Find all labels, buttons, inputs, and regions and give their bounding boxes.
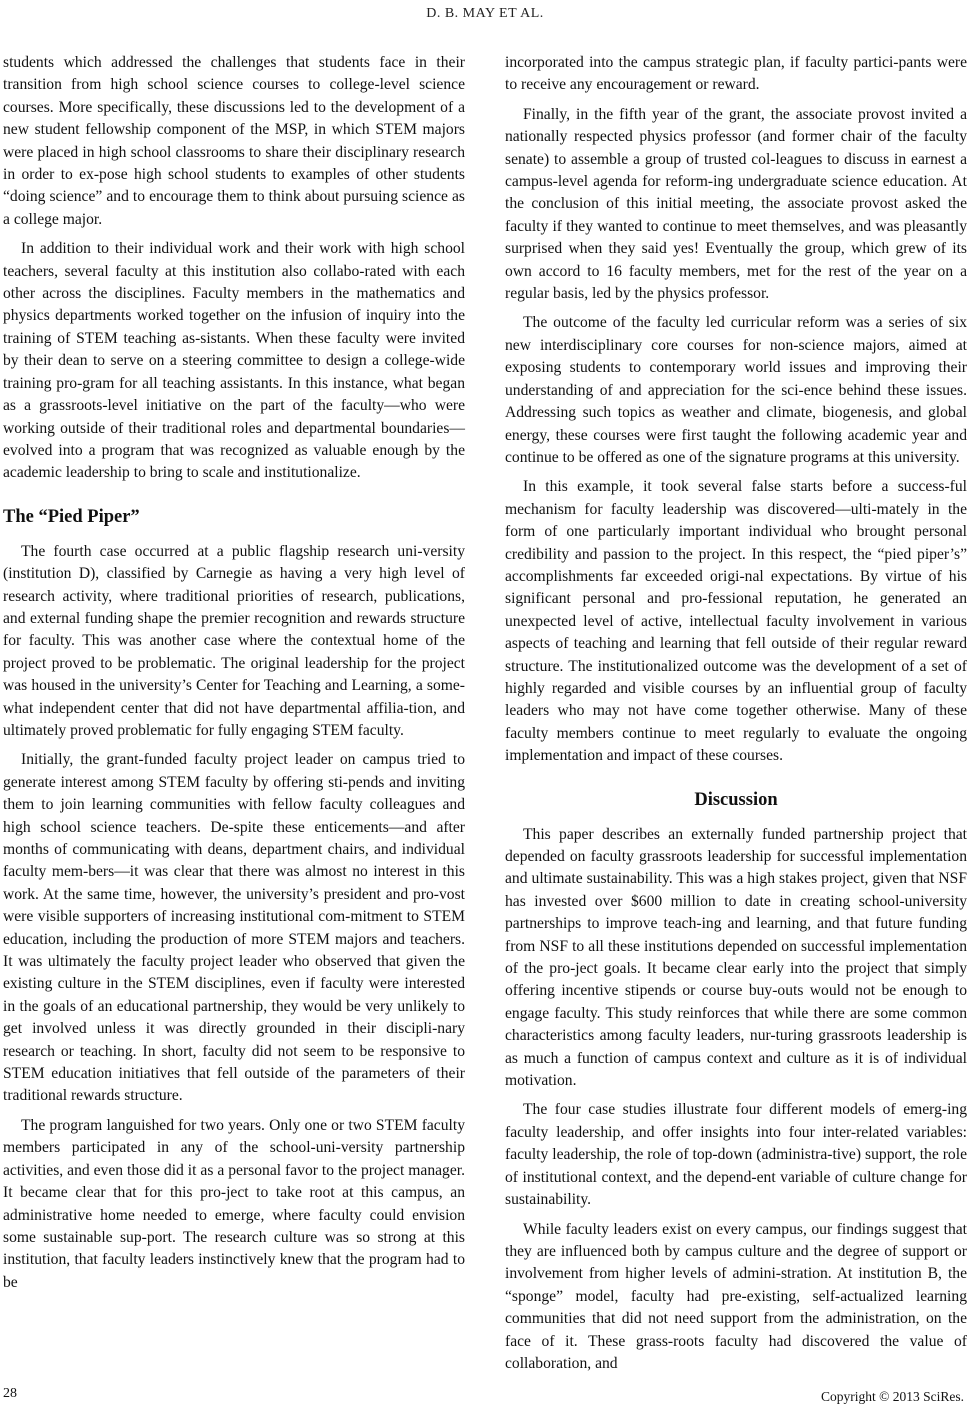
paragraph: The four case studies illustrate four different models of emerg-ing faculty leadership, and offer insights into four inter-related variables: faculty leadership, the role of top-down (administra-tive) support, the role of institutional context, and the depend-ent variable of culture change for sustainability. — [505, 1101, 967, 1209]
paragraph: In this example, it took several false starts before a success-ful mechanism for faculty leadership was discovered—ulti-mately in the form of one particularly important individual who brought personal credibility and passion to the project. In this respect, the “pied piper’s” accomplishments far exceeded origi-nal expectations. By virtue of his significant personal and pro-fessional reputation, he generated an unexpected level of active, intellectual faculty involvement in various aspects of teaching and learning that fell outside of their regular reward structure. The institutionalized outcome was the development of a set of highly regarded and visible courses by an influential group of faculty leaders who may not have come together otherwise. Many of these faculty members continue to meet regularly to evaluate the ongoing implementation and impact of these courses. — [505, 478, 967, 765]
left-column — [3, 52, 465, 1301]
copyright-notice: Copyright © 2013 SciRes. — [820, 1389, 964, 1404]
paragraph: While faculty leaders exist on every campus, our findings suggest that they are influenced both by campus culture and the degree of support or involvement from higher levels of admini-stration. At institution B, the “sponge” model, faculty had pre-existing, self-actualized learning communities that did not need support from the administration, on the face of it. These grass-roots faculty had discovered the value of collaboration, and — [505, 1220, 967, 1372]
paragraph: The outcome of the faculty led curricular reform was a series of six new interdisciplinary core courses for non-science majors, aimed at exposing students to contemporary world issues and improving their understanding of and appreciation for the sci-ence behind these issues. Addressing such topics as weather and climate, biogenesis, and global energy, these courses were first taught the following academic year and continue to be offered as one of the signature programs at this university. — [505, 314, 967, 466]
paragraph: Finally, in the fifth year of the grant, the associate provost invited a nationally respected physics professor (and former chair of the faculty senate) to assemble a group of trusted col-leagues to discuss in earnest a campus-level agenda for reform-ing undergraduate science education. At the conclusion of this initial meeting, the associate provost asked the faculty if they wanted to continue to meet themselves, and was pleasantly surprised when they said yes! Eventually the group, which grew of its own accord to 16 faculty members, met for the rest of the year on a regular basis, led by the physics professor. — [505, 105, 967, 303]
paragraph: Initially, the grant-funded faculty project leader on campus tried to generate interest among STEM faculty by offering sti-pends and inviting them to join learning communities with fellow faculty colleagues and high school science teachers. De-spite these enticements—and after months of communicating with deans, department chairs, and individual faculty mem-bers—it was clear that there was almost no interest in this work. At the same time, however, the university’s president and pro-vost were visible supporters of increasing institutional com-mitment to STEM education, including the production of more STEM majors and teachers. It was ultimately the faculty project leader who observed that given the existing culture in the STEM disciplines, even if faculty were interested in the goals of an educational partnership, they would be very unlikely to get involved unless it was directly grounded in their discipli-nary research or teaching. In short, faculty did not seem to be responsive to STEM education initiatives that fell outside of the parameters of their traditional rewards structure. — [3, 751, 465, 1105]
paragraph: This paper describes an externally funded partnership project that depended on faculty grassroots leadership for successful implementation and ultimate sustainability. This was a high stakes project, given that NSF has invested over $600 million to date in creating school-university partnerships to improve teach-ing and learning, and that future funding from NSF to all these institutions depended on successful implementation of the pro-ject goals. It became clear early into the project that simply offering incentive stipends or course buy-outs would not be enough to engage faculty. This study reinforces that while there are some common characteristics among faculty leaders, nur-turing grassroots leadership is as much a function of campus context and culture as it is of individual motivation. — [505, 825, 967, 1090]
paragraph: In addition to their individual work and their work with high school teachers, several faculty at this institution also collabo-rated with each other across the disciplines. Faculty members in the mathematics and physics departments worked together on the infusion of inquiry into the training of STEM teaching as-sistants. When these faculty were invited by their dean to serve on a steering committee to design a college-wide training pro-gram for all teaching assistants. In this instance, what began as a grassroots-level initiative on the part of the faculty—who were working outside of their traditional roles and departmental boundaries—evolved into a program that was recognized as valuable enough by the academic leadership to bring to scale and institutionalize. — [3, 240, 465, 482]
paragraph: students which addressed the challenges that students face in their transition from high school science courses to college-level science courses. More specifically, these discussions led to the development of a new student fellowship component of the MSP, in which STEM majors were placed in high school classrooms to share their disciplinary research in order to ex-pose high school students to examples of other students “doing science” and to encourage them to think about pursuing science as a college major. — [3, 54, 465, 228]
page-number: 28 — [3, 1386, 17, 1401]
section-heading-discussion: Discussion — [694, 789, 778, 810]
section-heading-pied-piper: The “Pied Piper” — [3, 506, 140, 527]
running-head: D. B. MAY ET AL. — [426, 6, 544, 21]
paragraph: incorporated into the campus strategic plan, if faculty partici-pants were to receive any encouragement or reward. — [505, 54, 967, 94]
paragraph: The program languished for two years. Only one or two STEM faculty members participated in any of the school-uni-versity partnership activities, and even those did it as a personal favor to the project manager. It became clear that for this pro-ject to take root at this campus, an administrative home needed to emerge, where faculty could envision some sustainable sup-port. The research culture was so strong at this institution, that faculty leaders instinctively knew that the program had to be — [3, 1116, 465, 1291]
paragraph: The fourth case occurred at a public flagship research uni-versity (institution D), classified by Carnegie as having a very high level of research activity, where traditional priorities of research, publications, and external funding shape the premier recognition and rewards structure for faculty. This was another case where the contextual home of the project proved to be problematic. The original leadership for the project was housed in the university’s Center for Teaching and Learning, a some-what independent center that did not have departmental affilia-tion, and ultimately proved problematic for fully engaging STEM faculty. — [3, 542, 465, 739]
right-column — [505, 52, 967, 1382]
